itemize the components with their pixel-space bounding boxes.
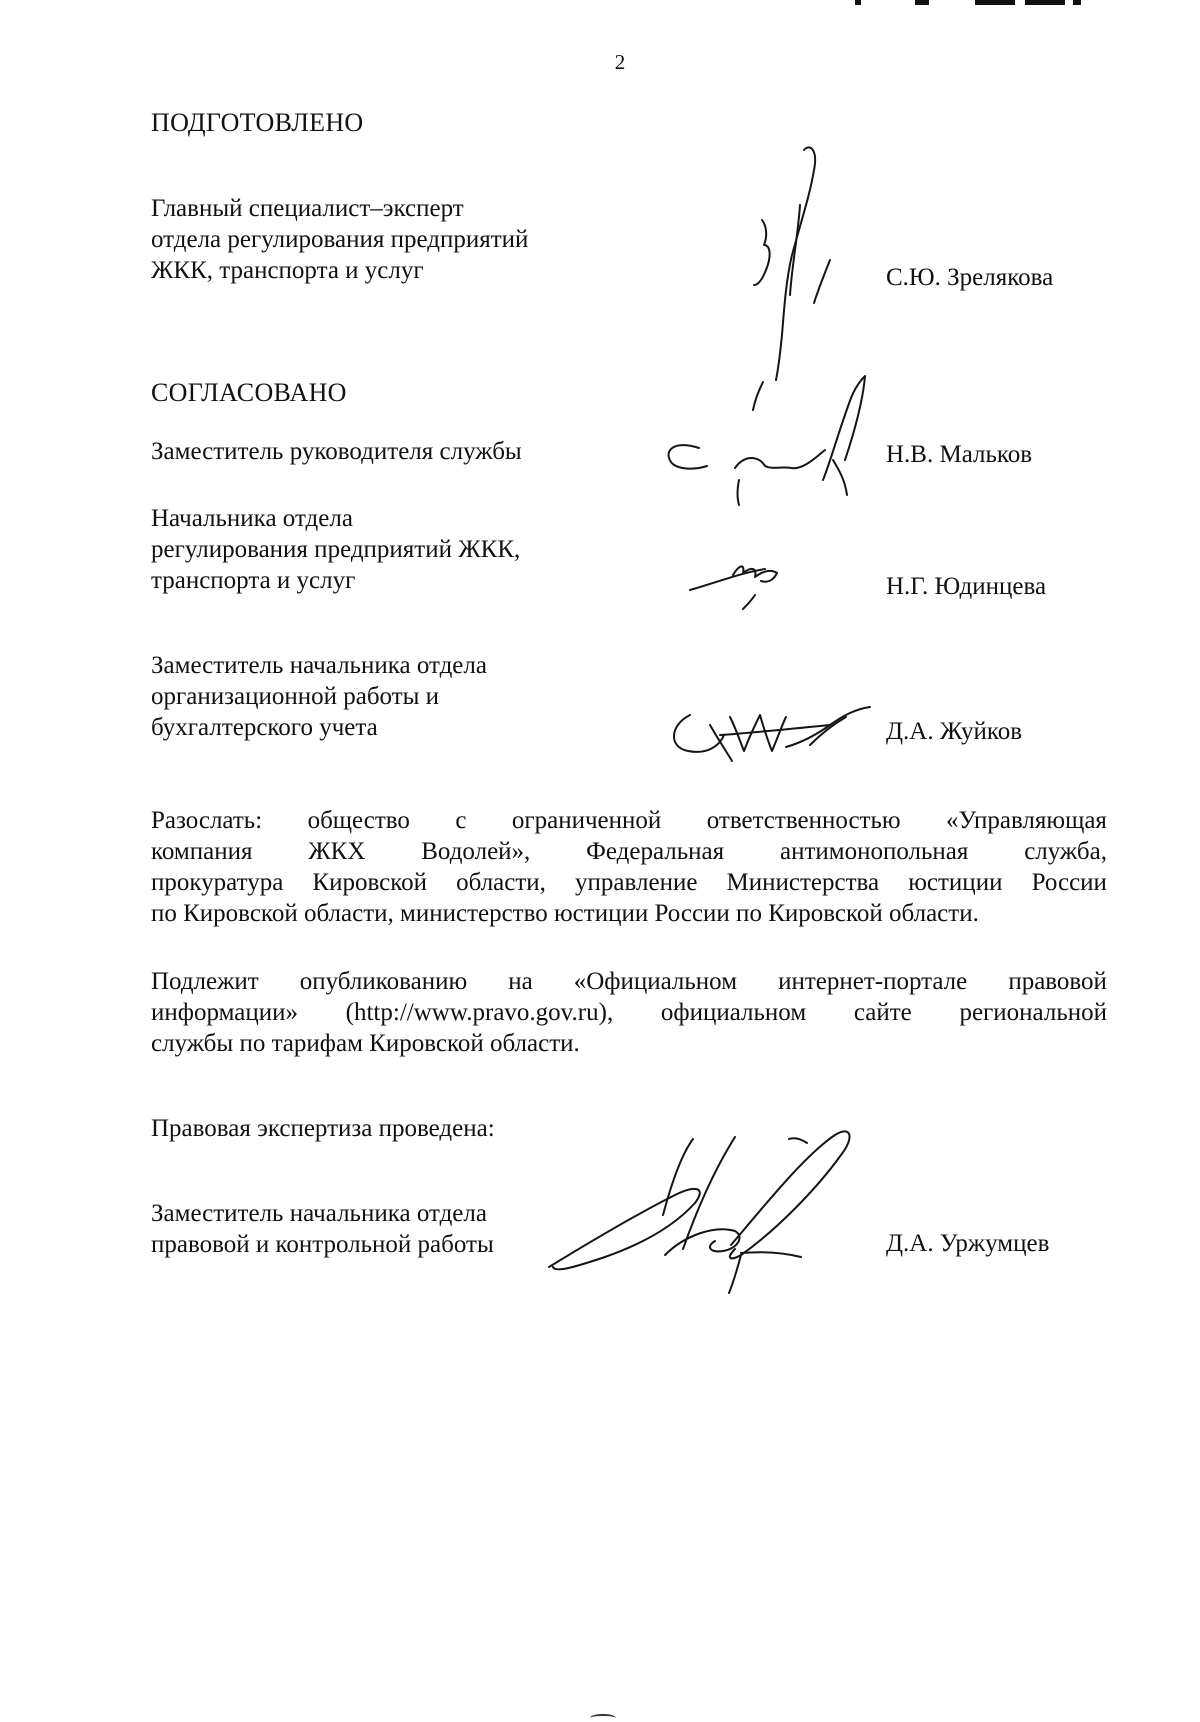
signature-urzhumtsev [545,1125,875,1295]
scan-artifact [855,0,1085,6]
publication-line: Подлежит опубликованию на «Официальном интернет-портале правовой [151,968,1107,995]
signatory-2-name: Н.Г. Юдинцева [886,573,1047,600]
signature-yudintseva [685,545,805,615]
signature-malkov [655,370,885,520]
distribution-line: компания ЖКХ Водолей», Федеральная антимонопольная служба, [151,838,1107,865]
prepared-heading: ПОДГОТОВЛЕНО [151,108,364,137]
position-line: отдела регулирования предприятий [151,226,529,253]
prepared-name: С.Ю. Зрелякова [886,264,1054,291]
publication-line: службы по тарифам Кировской области. [151,1030,580,1057]
position-line: Начальника отдела [151,505,353,532]
position-line: Заместитель руководителя службы [151,438,522,465]
distribution-line: по Кировской области, министерство юстиции России по Кировской области. [151,900,979,927]
signature-zrelyakova [740,145,860,385]
distribution-line: прокуратура Кировской области, управление Министерства юстиции России [151,869,1107,896]
position-line: транспорта и услуг [151,567,356,594]
position-line: Заместитель начальника отдела [151,1200,487,1227]
prepared-position [151,193,528,286]
signature-zhuikov [660,695,880,770]
position-line: ЖКК, транспорта и услуг [151,257,424,284]
signatory-3-position [151,650,487,743]
signatory-3-name: Д.А. Жуйков [886,718,1023,745]
signatory-1-position [151,436,522,467]
position-line: правовой и контрольной работы [151,1231,494,1258]
distribution-line: Разослать: общество с ограниченной ответственностью «Управляющая [151,807,1107,834]
publication-line: информации» (http://www.pravo.gov.ru), официальном сайте региональной [151,999,1107,1026]
page-number: 2 [614,50,626,74]
signatory-1-name: Н.В. Мальков [886,441,1033,468]
legal-review-position [151,1198,494,1260]
legal-review-label: Правовая экспертиза проведена: [151,1115,495,1142]
distribution-paragraph [151,805,1107,929]
publication-paragraph [151,966,1107,1059]
approved-heading: СОГЛАСОВАНО [151,378,347,407]
position-line: регулирования предприятий ЖКК, [151,536,521,563]
position-line: Главный специалист–эксперт [151,195,464,222]
legal-review-name: Д.А. Уржумцев [886,1230,1050,1257]
position-line: организационной работы и [151,683,440,710]
signatory-2-position [151,503,520,596]
position-line: бухгалтерского учета [151,714,378,741]
position-line: Заместитель начальника отдела [151,652,487,679]
